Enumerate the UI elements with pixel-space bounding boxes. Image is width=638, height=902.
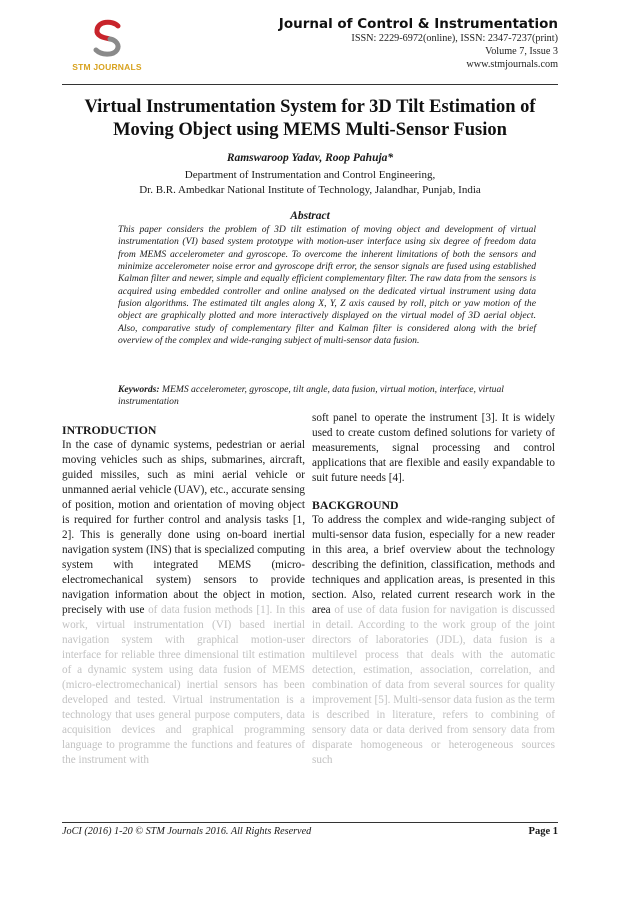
footer-divider (62, 822, 558, 823)
introduction-continued-text: soft panel to operate the instrument [3]. It is widely used to create custom defined solutions for variety of measurements, signal processing and control applications that are flexible and easily expandable to suit future needs [4]. (312, 412, 555, 484)
author-affiliation (62, 168, 558, 197)
introduction-heading: INTRODUCTION (62, 423, 157, 437)
stm-journals-logo (62, 18, 152, 78)
keywords-text: MEMS accelerometer, gyroscope, tilt angle, data fusion, virtual motion, interface, virtual instrumentation (118, 384, 504, 408)
journal-name: Journal of Control & Instrumentation (278, 16, 558, 32)
background-heading: BACKGROUND (312, 498, 399, 512)
abstract-heading: Abstract (290, 210, 330, 222)
background-faded-text: of use of data fusion for navigation is discussed in detail. According to the work group of the joint directors of laboratories (JDL), data fusion is a multilevel process that deals with the automatic detection, estimation, association, correlation, and combination of data from several sources for quality improvement [5]. Multi-sensor data fusion as the term is described in literature, refers to combining of sensory data or data derived from sensory data from disparate homogeneous or heterogeneous sources such (312, 604, 555, 766)
logo-text: STM JOURNALS (72, 62, 142, 72)
abstract-text: This paper considers the problem of 3D tilt estimation of moving object and development of virtual instrumentation (VI) based system prototype with motion-user interface using six degree of freedom data from MEMS accelerometer and gyroscope. To overcome the inherent limitations of both the sensors and minimize accelerometer noise error and gyroscope drift error, the sensor signals are fused using established Kalman filter and newer, simple and equally efficient complementary filter. The raw data from the sensors is acquired using embedded controller and online analysed on the dedicated virtual instrument using data fusion algorithms. The estimated tilt angles along X, Y, Z axis caused by roll, pitch or yaw motion of the object are graphically plotted and more interactively displayed on the virtual model of 3D aerial object. Also, comparative study of complementary filter and Kalman filter is considered along with the brief overview of the complex and wide-ranging subject of multi-sensor data fusion. (118, 224, 536, 347)
stm-s-logo-icon (88, 18, 128, 58)
introduction-text (62, 438, 305, 768)
background-visible-text: To address the complex and wide-ranging subject of multi-sensor data fusion, especially for a new reader in this area, a brief overview about the technology describing the definition, classification, methods and techniques and application areas, is presented in this section. Also, related current research work in the area (312, 514, 555, 616)
journal-website[interactable]: www.stmjournals.com (466, 59, 558, 71)
paper-authors: Ramswaroop Yadav, Roop Pahuja* (226, 152, 394, 164)
background-text (312, 513, 555, 768)
keywords-label: Keywords: (118, 384, 160, 395)
page-number: Page 1 (528, 826, 558, 837)
left-column (62, 423, 305, 768)
header-divider (62, 84, 558, 85)
journal-issn: ISSN: 2229-6972(online), ISSN: 2347-7237(print) (351, 33, 558, 44)
paper-title: Virtual Instrumentation System for 3D Tilt Estimation of Moving Object using MEMS Multi-Sensor Fusion (84, 97, 536, 140)
journal-info (279, 16, 558, 72)
introduction-faded-text: of data fusion methods [1]. In this work, virtual instrumentation (VI) based inertial navigation system with graphical motion-user interface for reliable three dimensional tilt estimation of a dynamic system using data fusion of MEMS (micro-electromechanical) inertial sensors has been developed and tested. Virtual instrumentation is a technology that uses general purpose computers, data acquisition devices and graphical programming language to programme the functions and features of the instrument with (62, 604, 305, 766)
keywords (118, 384, 536, 409)
right-column (312, 411, 555, 768)
affiliation-line-2: Dr. B.R. Ambedkar National Institute of Technology, Jalandhar, Punjab, India (139, 183, 481, 196)
journal-volume: Volume 7, Issue 3 (485, 46, 558, 58)
footer-citation: JoCI (2016) 1-20 © STM Journals 2016. All Rights Reserved (62, 826, 312, 837)
affiliation-line-1: Department of Instrumentation and Control Engineering, (184, 169, 436, 181)
introduction-visible-text: In the case of dynamic systems, pedestrian or aerial moving vehicles such as ships, submarines, aircraft, guided missiles, such as mini aerial vehicle or unmanned aerial vehicle (UAV), etc., accurate sensing of position, motion and orientation of moving object is required for further control and analysis tasks [1, 2]. This is generally done using on-board inertial navigation system (INS) that is specialized computing system with integrated MEMS (micro-electromechanical system) sensors to provide navigation information about the object in motion, precisely with use (62, 439, 306, 616)
